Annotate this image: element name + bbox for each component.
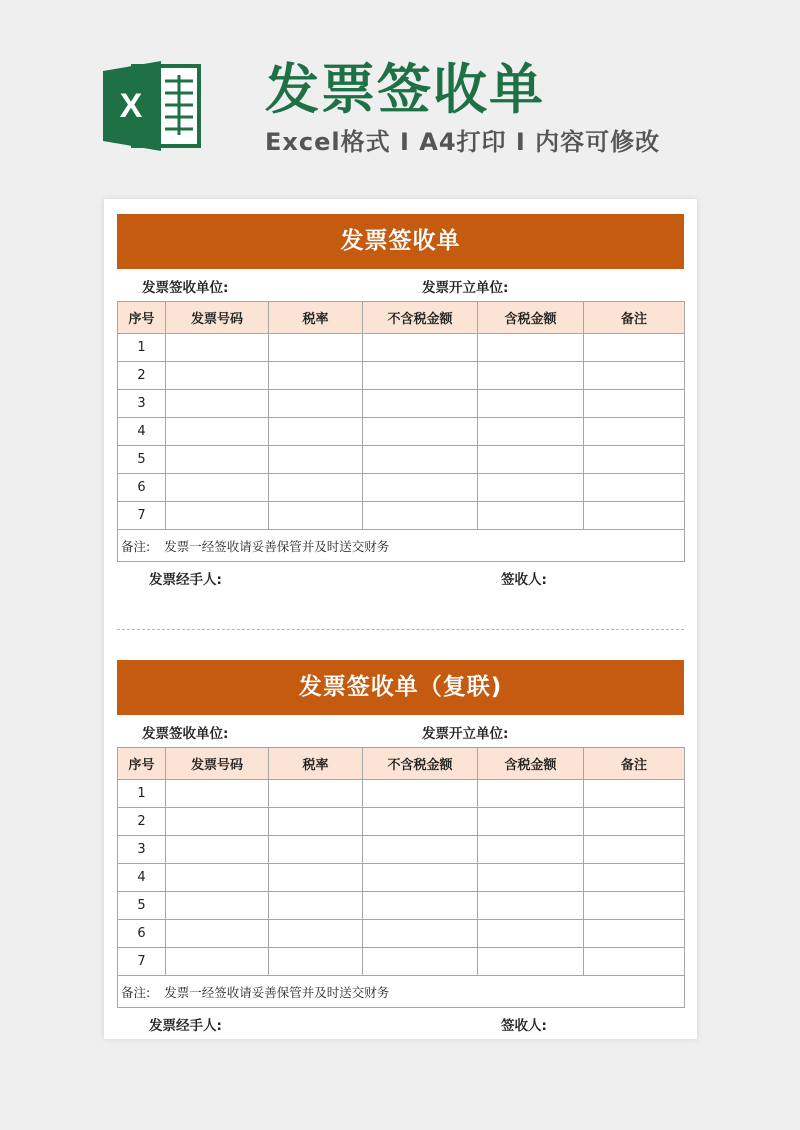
table-row bbox=[118, 836, 685, 864]
excel-logo-icon bbox=[103, 61, 203, 151]
table-cell[interactable] bbox=[584, 948, 685, 976]
table-cell[interactable] bbox=[478, 390, 584, 418]
table-cell[interactable] bbox=[584, 808, 685, 836]
table-cell[interactable] bbox=[584, 390, 685, 418]
table-row bbox=[118, 446, 685, 474]
cut-line-divider bbox=[117, 629, 684, 630]
row-index: 1 bbox=[118, 334, 166, 362]
col-header-index: 序号 bbox=[118, 748, 166, 780]
handler-label: 发票经手人: bbox=[149, 572, 222, 588]
table-cell[interactable] bbox=[363, 390, 478, 418]
table-row bbox=[118, 418, 685, 446]
table-cell[interactable] bbox=[363, 474, 478, 502]
table-cell[interactable] bbox=[478, 502, 584, 530]
col-header-amount-incl-tax: 含税金额 bbox=[478, 748, 584, 780]
table-cell[interactable] bbox=[478, 836, 584, 864]
table-row bbox=[118, 362, 685, 390]
table-row bbox=[118, 474, 685, 502]
table-cell[interactable] bbox=[584, 780, 685, 808]
table-row bbox=[118, 948, 685, 976]
note-cell bbox=[118, 976, 685, 1008]
col-header-remarks: 备注 bbox=[584, 748, 685, 780]
table-cell[interactable] bbox=[166, 948, 269, 976]
table-cell[interactable] bbox=[166, 362, 269, 390]
row-index: 2 bbox=[118, 362, 166, 390]
table-row bbox=[118, 920, 685, 948]
table-cell[interactable] bbox=[269, 920, 363, 948]
note-label: 备注: bbox=[121, 984, 151, 1000]
signature-row bbox=[117, 1008, 684, 1040]
table-header-row bbox=[118, 302, 685, 334]
row-index: 6 bbox=[118, 474, 166, 502]
invoice-table bbox=[117, 747, 685, 1008]
row-index: 2 bbox=[118, 808, 166, 836]
table-cell[interactable] bbox=[584, 864, 685, 892]
table-cell[interactable] bbox=[269, 390, 363, 418]
table-cell[interactable] bbox=[584, 920, 685, 948]
receive-unit-label: 发票签收单位: bbox=[142, 726, 229, 742]
col-header-tax-rate: 税率 bbox=[269, 748, 363, 780]
row-index: 5 bbox=[118, 446, 166, 474]
table-cell[interactable] bbox=[269, 334, 363, 362]
table-cell[interactable] bbox=[363, 920, 478, 948]
table-cell[interactable] bbox=[363, 864, 478, 892]
table-cell[interactable] bbox=[269, 446, 363, 474]
template-sheet bbox=[104, 199, 697, 1039]
table-header-row bbox=[118, 748, 685, 780]
table-cell[interactable] bbox=[269, 864, 363, 892]
row-index: 5 bbox=[118, 892, 166, 920]
receipt-form-duplicate bbox=[117, 660, 684, 1040]
table-cell[interactable] bbox=[478, 920, 584, 948]
table-cell[interactable] bbox=[363, 780, 478, 808]
table-cell[interactable] bbox=[166, 446, 269, 474]
table-cell[interactable] bbox=[166, 892, 269, 920]
signature-row bbox=[117, 562, 684, 594]
table-cell[interactable] bbox=[269, 502, 363, 530]
row-index: 4 bbox=[118, 864, 166, 892]
table-cell[interactable] bbox=[584, 892, 685, 920]
table-cell[interactable] bbox=[166, 808, 269, 836]
table-cell[interactable] bbox=[584, 334, 685, 362]
table-cell[interactable] bbox=[269, 474, 363, 502]
col-header-index: 序号 bbox=[118, 302, 166, 334]
col-header-amount-excl-tax: 不含税金额 bbox=[363, 748, 478, 780]
table-cell[interactable] bbox=[584, 502, 685, 530]
table-cell[interactable] bbox=[478, 780, 584, 808]
table-cell[interactable] bbox=[584, 362, 685, 390]
signer-label: 签收人: bbox=[501, 1018, 547, 1034]
table-cell[interactable] bbox=[363, 334, 478, 362]
table-cell[interactable] bbox=[166, 418, 269, 446]
table-cell[interactable] bbox=[584, 446, 685, 474]
row-index: 4 bbox=[118, 418, 166, 446]
handler-label: 发票经手人: bbox=[149, 1018, 222, 1034]
table-cell[interactable] bbox=[363, 948, 478, 976]
table-cell[interactable] bbox=[269, 836, 363, 864]
table-row bbox=[118, 808, 685, 836]
table-row bbox=[118, 390, 685, 418]
table-cell[interactable] bbox=[363, 418, 478, 446]
page-subtitle: Excel格式 I A4打印 I 内容可修改 bbox=[265, 128, 661, 156]
table-cell[interactable] bbox=[363, 446, 478, 474]
table-cell[interactable] bbox=[363, 808, 478, 836]
signer-label: 签收人: bbox=[501, 572, 547, 588]
note-text: 发票一经签收请妥善保管并及时送交财务 bbox=[164, 538, 390, 554]
table-cell[interactable] bbox=[478, 418, 584, 446]
table-cell[interactable] bbox=[478, 948, 584, 976]
table-cell[interactable] bbox=[166, 334, 269, 362]
table-row bbox=[118, 334, 685, 362]
note-cell bbox=[118, 530, 685, 562]
table-cell[interactable] bbox=[363, 892, 478, 920]
col-header-remarks: 备注 bbox=[584, 302, 685, 334]
row-index: 1 bbox=[118, 780, 166, 808]
table-cell[interactable] bbox=[584, 474, 685, 502]
row-index: 6 bbox=[118, 920, 166, 948]
table-row bbox=[118, 892, 685, 920]
table-cell[interactable] bbox=[478, 334, 584, 362]
table-cell[interactable] bbox=[166, 920, 269, 948]
col-header-invoice-number: 发票号码 bbox=[166, 748, 269, 780]
table-cell[interactable] bbox=[269, 808, 363, 836]
table-row bbox=[118, 780, 685, 808]
table-cell[interactable] bbox=[363, 502, 478, 530]
receive-unit-label: 发票签收单位: bbox=[142, 280, 229, 296]
units-row bbox=[117, 269, 684, 301]
issue-unit-label: 发票开立单位: bbox=[422, 726, 509, 742]
table-cell[interactable] bbox=[478, 446, 584, 474]
table-cell[interactable] bbox=[166, 474, 269, 502]
table-cell[interactable] bbox=[478, 808, 584, 836]
table-cell[interactable] bbox=[478, 864, 584, 892]
form-title: 发票签收单（复联) bbox=[117, 660, 684, 715]
table-cell[interactable] bbox=[166, 836, 269, 864]
table-cell[interactable] bbox=[584, 418, 685, 446]
table-row bbox=[118, 864, 685, 892]
note-label: 备注: bbox=[121, 538, 151, 554]
row-index: 3 bbox=[118, 390, 166, 418]
row-index: 3 bbox=[118, 836, 166, 864]
col-header-tax-rate: 税率 bbox=[269, 302, 363, 334]
invoice-table bbox=[117, 301, 685, 562]
table-cell[interactable] bbox=[478, 474, 584, 502]
table-cell[interactable] bbox=[478, 362, 584, 390]
page-title: 发票签收单 bbox=[265, 58, 545, 121]
table-cell[interactable] bbox=[166, 390, 269, 418]
table-cell[interactable] bbox=[269, 892, 363, 920]
table-cell[interactable] bbox=[269, 418, 363, 446]
units-row bbox=[117, 715, 684, 747]
issue-unit-label: 发票开立单位: bbox=[422, 280, 509, 296]
row-index: 7 bbox=[118, 502, 166, 530]
table-cell[interactable] bbox=[269, 948, 363, 976]
row-index: 7 bbox=[118, 948, 166, 976]
table-cell[interactable] bbox=[584, 836, 685, 864]
note-row bbox=[118, 976, 685, 1008]
svg-text:X: X bbox=[119, 87, 143, 125]
form-title: 发票签收单 bbox=[117, 214, 684, 269]
table-cell[interactable] bbox=[166, 502, 269, 530]
receipt-form-original bbox=[117, 214, 684, 594]
note-row bbox=[118, 530, 685, 562]
table-cell[interactable] bbox=[269, 780, 363, 808]
table-cell[interactable] bbox=[363, 836, 478, 864]
table-cell[interactable] bbox=[478, 892, 584, 920]
col-header-invoice-number: 发票号码 bbox=[166, 302, 269, 334]
table-cell[interactable] bbox=[166, 864, 269, 892]
table-cell[interactable] bbox=[269, 362, 363, 390]
table-cell[interactable] bbox=[166, 780, 269, 808]
col-header-amount-excl-tax: 不含税金额 bbox=[363, 302, 478, 334]
col-header-amount-incl-tax: 含税金额 bbox=[478, 302, 584, 334]
table-row bbox=[118, 502, 685, 530]
table-cell[interactable] bbox=[363, 362, 478, 390]
note-text: 发票一经签收请妥善保管并及时送交财务 bbox=[164, 984, 390, 1000]
